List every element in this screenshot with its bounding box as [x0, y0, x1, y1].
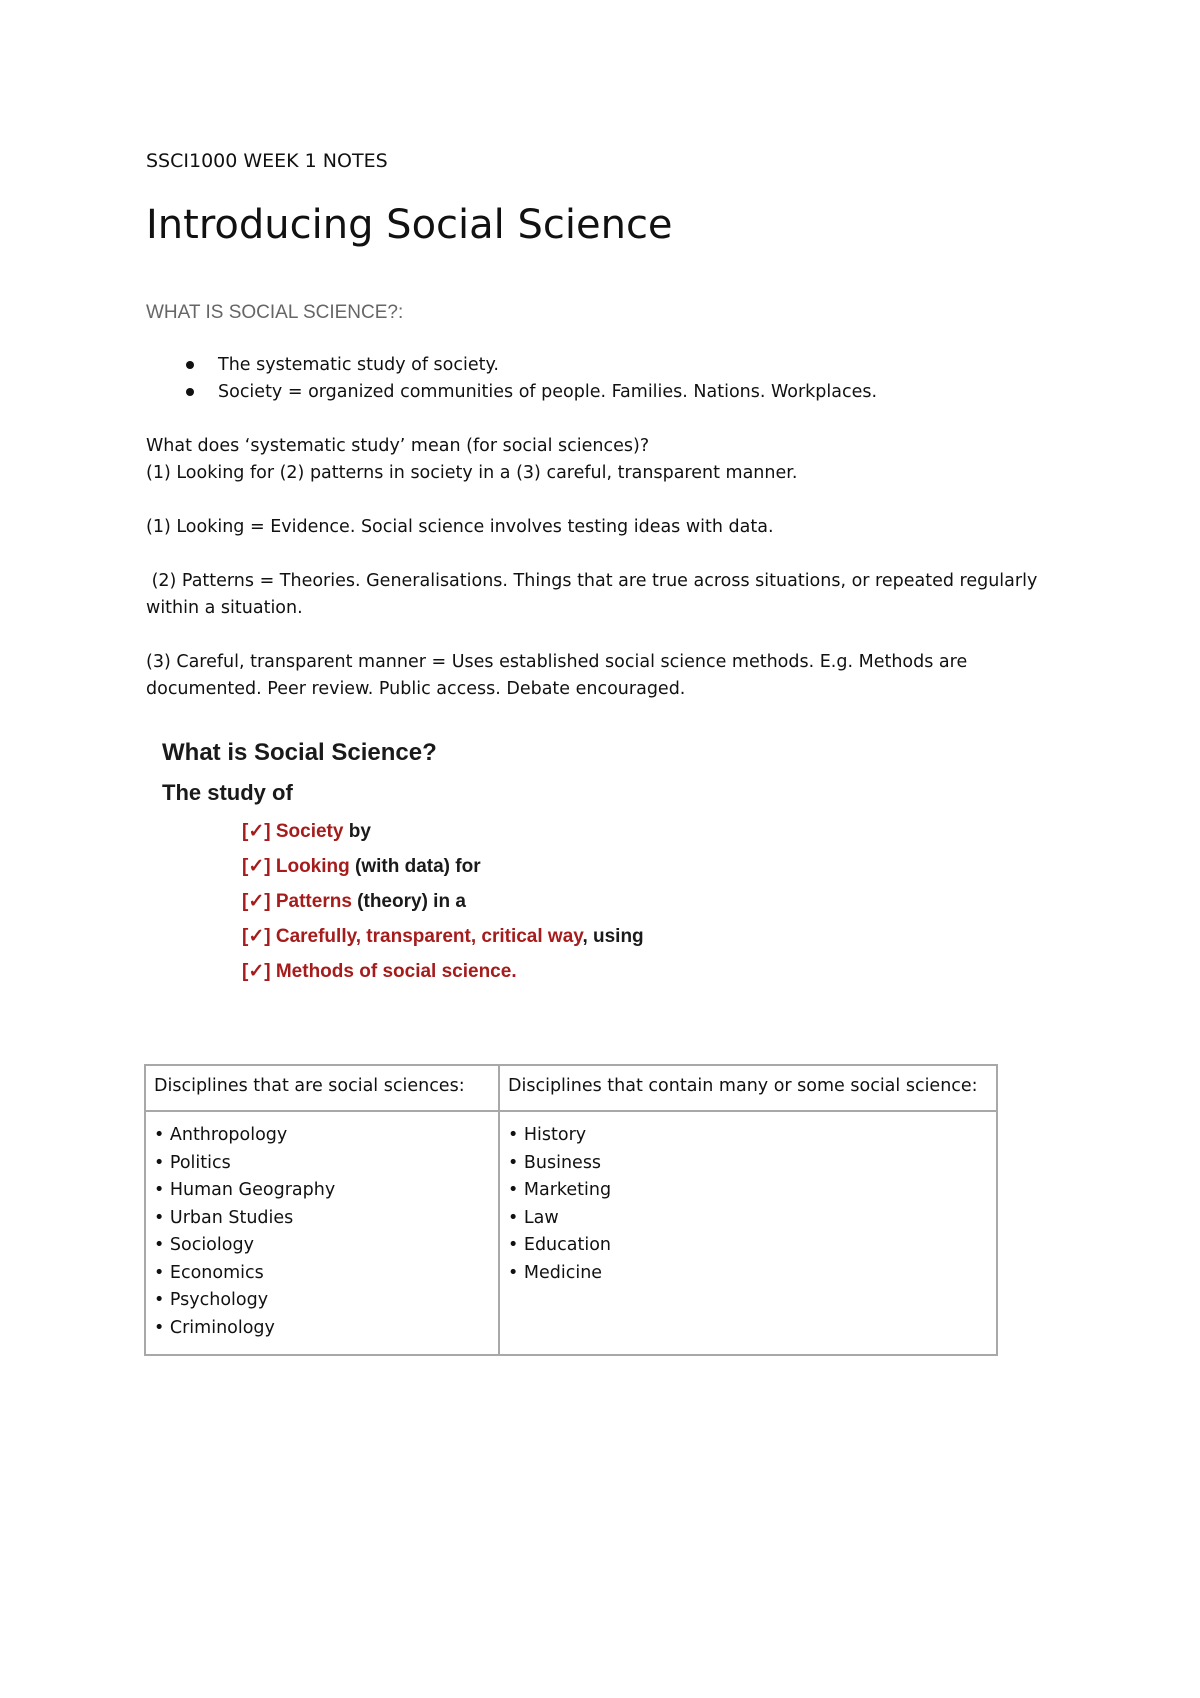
checklist-item — [242, 923, 762, 958]
list-item: • Politics — [154, 1152, 231, 1173]
table-header-cell: Disciplines that are social sciences: — [145, 1065, 499, 1111]
list-item: • Law — [508, 1207, 559, 1228]
bullet-icon — [186, 388, 194, 396]
table-cell — [499, 1111, 997, 1355]
check-icon: [✓] — [242, 926, 271, 947]
section-heading: WHAT IS SOCIAL SCIENCE?: — [146, 302, 404, 323]
list-item: • Sociology — [154, 1235, 254, 1255]
checklist-text: (theory) in a — [351, 891, 466, 912]
list-item: • Human Geography — [154, 1180, 336, 1200]
table-row — [145, 1111, 997, 1355]
careful-paragraph: (3) Careful, transparent manner = Uses established social science methods. E.g. Methods are documented. Peer review. Public access. Debate encouraged. — [146, 652, 968, 699]
checklist-item — [242, 853, 762, 888]
list-item: • Medicine — [508, 1262, 603, 1283]
slide-subtitle: The study of — [162, 780, 293, 805]
question-text: What does ‘systematic study’ mean (for social sciences)? — [146, 436, 650, 456]
checklist-keyword: Society — [270, 821, 344, 842]
check-icon: [✓] — [242, 856, 271, 877]
check-icon: [✓] — [242, 961, 271, 982]
list-item — [146, 379, 877, 406]
document-title: Introducing Social Science — [146, 202, 673, 248]
table-cell — [145, 1111, 499, 1355]
slide-title: What is Social Science? — [162, 739, 437, 766]
list-item-text: The systematic study of society. — [218, 355, 499, 375]
table-header-row — [145, 1065, 997, 1111]
checklist-text: by — [343, 821, 371, 842]
checklist-text: (with data) for — [349, 856, 481, 877]
list-item — [146, 352, 877, 379]
checklist-text: , using — [582, 926, 644, 947]
slide-image — [162, 738, 762, 993]
list-item: • History — [508, 1125, 587, 1145]
bullet-icon — [186, 361, 194, 369]
looking-paragraph: (1) Looking = Evidence. Social science involves testing ideas with data. — [146, 517, 774, 537]
checklist-keyword: Methods of social science. — [270, 961, 517, 982]
related-disciplines-list — [508, 1122, 988, 1287]
patterns-paragraph: (2) Patterns = Theories. Generalisations. Things that are true across situations, or repeated regularly within a situation. — [146, 571, 1043, 618]
checklist-keyword: Patterns — [270, 891, 352, 912]
checklist-keyword: Looking — [270, 856, 350, 877]
answer-text: (1) Looking for (2) patterns in society in a (3) careful, transparent manner. — [146, 463, 798, 483]
list-item: • Business — [508, 1152, 602, 1173]
check-icon: [✓] — [242, 891, 271, 912]
disciplines-table — [144, 1064, 998, 1356]
check-icon: [✓] — [242, 821, 271, 842]
list-item: • Education — [508, 1235, 612, 1255]
list-item-text: Society = organized communities of people. Families. Nations. Workplaces. — [218, 382, 878, 402]
checklist-item — [242, 818, 762, 853]
course-code: SSCI1000 WEEK 1 NOTES — [146, 150, 388, 172]
list-item: • Economics — [154, 1262, 264, 1283]
checklist-item — [242, 958, 762, 993]
definition-list — [146, 352, 877, 406]
list-item: • Psychology — [154, 1290, 269, 1310]
list-item: • Anthropology — [154, 1125, 288, 1145]
social-sciences-list — [154, 1122, 490, 1342]
checklist-item — [242, 888, 762, 923]
list-item: • Criminology — [154, 1317, 275, 1338]
table-header-cell: Disciplines that contain many or some social science: — [499, 1065, 997, 1111]
list-item: • Urban Studies — [154, 1207, 294, 1228]
list-item: • Marketing — [508, 1180, 612, 1200]
checklist-keyword: Carefully, transparent, critical way — [270, 926, 583, 947]
slide-checklist — [162, 818, 762, 993]
